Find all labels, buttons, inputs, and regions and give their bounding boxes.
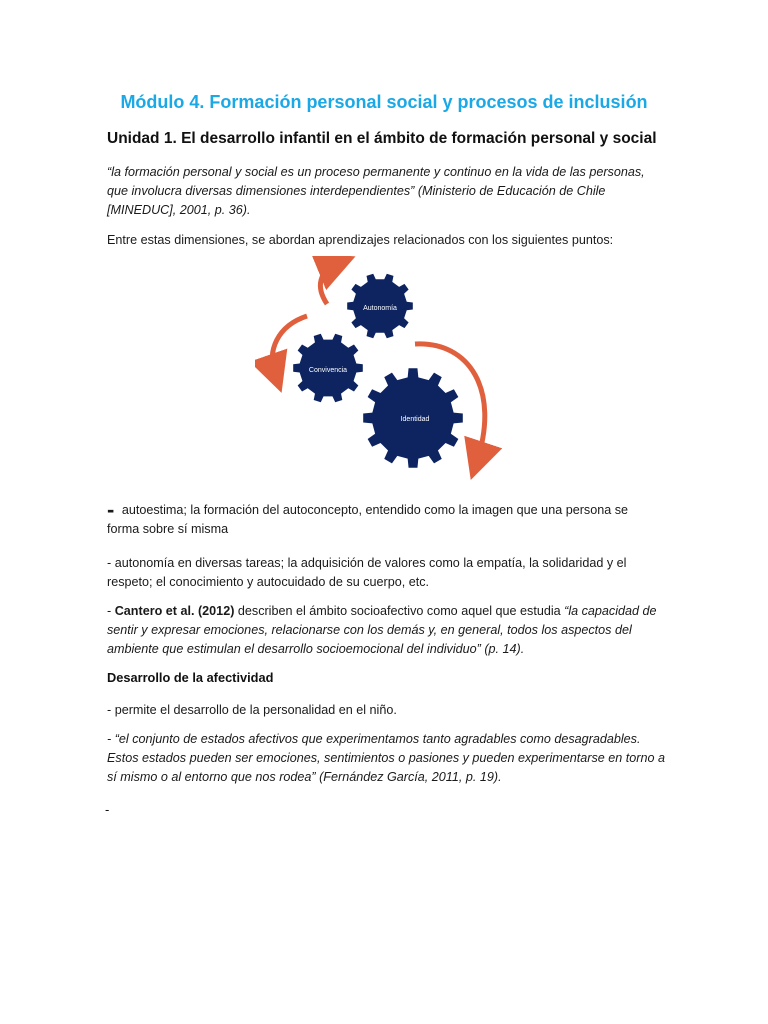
bullet-autoestima [107, 497, 667, 539]
bullet-dash: - [107, 497, 115, 522]
quote-line: que involucra diversas dimensiones interdependientes” (Ministerio de Educación de Chile [107, 184, 606, 198]
gear-identidad [363, 368, 463, 468]
quote-text: “la capacidad de [564, 604, 657, 618]
cycle-arrow-top [320, 264, 337, 304]
bullet-cantero [107, 602, 667, 659]
page-title: Módulo 4. Formación personal social y procesos de inclusión [120, 92, 648, 112]
gear-label-autonomia: Autonomía [363, 305, 397, 312]
bullet-text: autoestima; la formación del autoconcepto, entendido como la imagen que una persona se [121, 503, 629, 517]
afectividad-point: - permite el desarrollo de la personalidad en el niño. [107, 703, 397, 717]
quote-line: [MINEDUC], 2001, p. 36). [107, 203, 251, 217]
intro-paragraph: Entre estas dimensiones, se abordan aprendizajes relacionados con los siguientes puntos: [107, 233, 614, 247]
gears-diagram [255, 256, 515, 481]
bullet-autonomia [107, 554, 667, 592]
quote-fernandez [107, 730, 667, 787]
bullet-text: forma sobre sí misma [107, 522, 229, 536]
quote-line: Estos estados pueden ser emociones, sentimientos o pasiones y pueden experimentarse en torno a [107, 751, 665, 765]
quote-line: sentir y expresar emociones, relacionarse con los demás y, en general, todos los aspectos del [107, 623, 632, 637]
gear-label-identidad: Identidad [400, 416, 430, 423]
bullet-text: describen el ámbito socioafectivo como aquel que estudia [234, 604, 565, 618]
gear-label-convivencia: Convivencia [308, 367, 348, 374]
bullet-text: - autonomía en diversas tareas; la adquisición de valores como la empatía, la solidaridad y el [107, 556, 627, 570]
unit-subtitle: Unidad 1. El desarrollo infantil en el ámbito de formación personal y social [107, 130, 657, 147]
quote-line: - “el conjunto de estados afectivos que experimentamos tanto agradables como desagradables. [107, 732, 641, 746]
quote-line: sí mismo o al entorno que nos rodea” (Fernández García, 2011, p. 19). [107, 770, 502, 784]
gear-autonomia [347, 274, 413, 339]
gear-convivencia [293, 334, 363, 403]
quote-line: “la formación personal y social es un proceso permanente y continuo en la vida de las personas, [107, 165, 645, 179]
section-heading-afectividad: Desarrollo de la afectividad [107, 670, 274, 685]
quote-line: ambiente que estimulan el desarrollo socioemocional del individuo” (p. 14). [107, 642, 525, 656]
trailing-dash: - [105, 802, 110, 817]
citation-author: Cantero et al. (2012) [114, 604, 235, 618]
bullet-dash: - [107, 604, 115, 618]
bullet-text: respeto; el conocimiento y autocuidado de su cuerpo, etc. [107, 575, 430, 589]
quote-mineduc [107, 163, 667, 220]
